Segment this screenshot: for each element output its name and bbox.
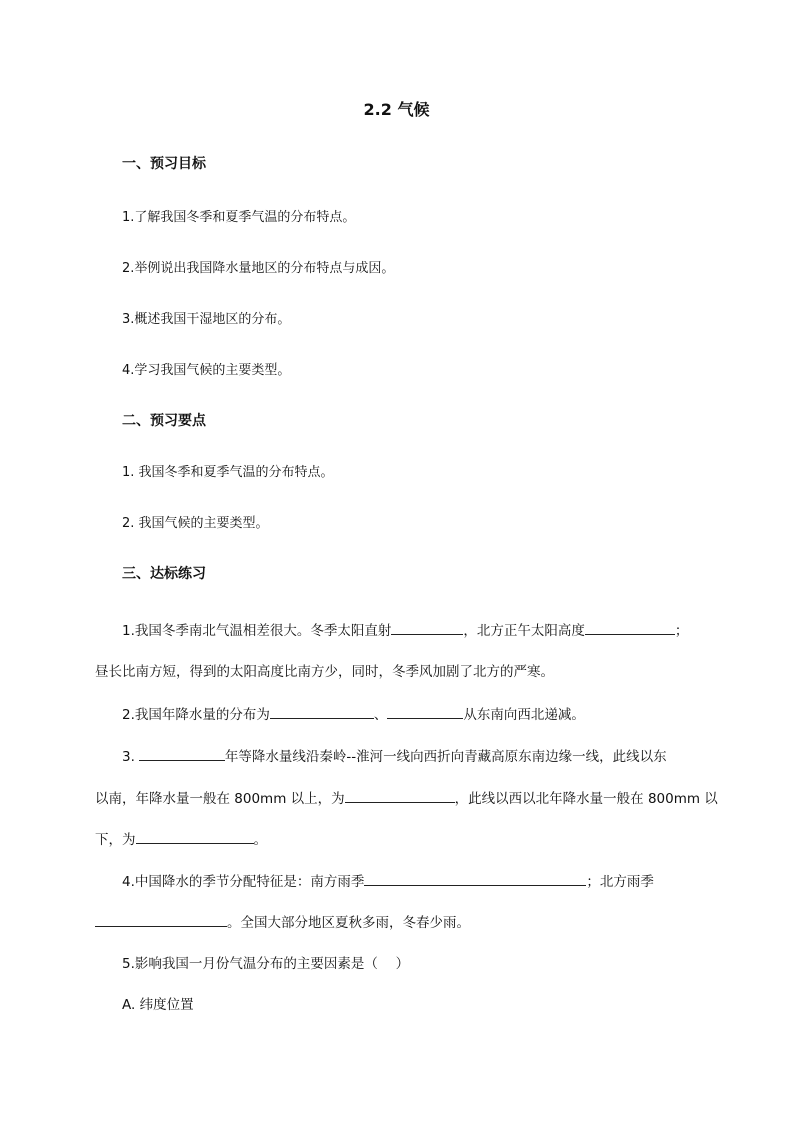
question-3-line-3	[95, 829, 267, 850]
question-4-line-1	[122, 871, 654, 892]
answer-blank-4b[interactable]	[95, 912, 227, 927]
section-heading-points: 二、预习要点	[122, 413, 206, 429]
question-3-text-b: 年等降水量线沿秦岭--淮河一线向西折向青藏高原东南边缘一线，此线以东	[224, 749, 667, 765]
question-2-text-b: 、	[373, 707, 388, 723]
question-3-line-1	[122, 746, 667, 767]
question-2-text-a: 2.我国年降水量的分布为	[122, 707, 270, 723]
answer-blank-3c[interactable]	[136, 829, 254, 844]
answer-blank-1a[interactable]	[391, 620, 463, 635]
question-4-text-line2: 。全国大部分地区夏秋多雨，冬春少雨。	[227, 915, 470, 931]
question-1-text-b: ，北方正午太阳高度	[463, 623, 585, 639]
answer-blank-2a[interactable]	[270, 704, 374, 719]
page-title: 2.2 气候	[363, 100, 430, 119]
question-1-line-1	[122, 620, 688, 641]
question-4-line-2	[95, 912, 470, 933]
section-heading-exercises: 三、达标练习	[122, 566, 206, 582]
question-2-text-c: 从东南向西北递减。	[463, 707, 585, 723]
question-1-text-a: 1.我国冬季南北气温相差很大。冬季太阳直射	[122, 623, 392, 639]
goal-item-2: 2.举例说出我国降水量地区的分布特点与成因。	[122, 261, 395, 276]
section-heading-goals: 一、预习目标	[122, 156, 206, 172]
answer-blank-3a[interactable]	[139, 746, 225, 761]
question-3-text-line3a: 下，为	[95, 832, 136, 848]
answer-blank-3b[interactable]	[345, 788, 455, 803]
question-3-line-2	[95, 788, 718, 809]
question-5-option-a[interactable]: A. 纬度位置	[122, 997, 194, 1013]
question-1-text-c: ；	[674, 623, 689, 639]
question-5-stem: 5.影响我国一月份气温分布的主要因素是（ ）	[122, 956, 410, 972]
question-2	[122, 704, 585, 725]
answer-blank-2b[interactable]	[387, 704, 463, 719]
point-item-2: 2. 我国气候的主要类型。	[122, 516, 269, 531]
question-1-line-2: 昼长比南方短，得到的太阳高度比南方少，同时，冬季风加剧了北方的严寒。	[95, 664, 554, 680]
goal-item-3: 3.概述我国干湿地区的分布。	[122, 312, 291, 327]
question-3-text-a: 3.	[122, 749, 135, 765]
answer-blank-1b[interactable]	[585, 620, 675, 635]
question-4-text-a: 4.中国降水的季节分配特征是：南方雨季	[122, 874, 365, 890]
question-4-text-b: ；北方雨季	[586, 874, 654, 890]
question-3-text-line2b: ，此线以西以北年降水量一般在 800mm 以	[454, 791, 718, 807]
goal-item-4: 4.学习我国气候的主要类型。	[122, 363, 291, 378]
goal-item-1: 1.了解我国冬季和夏季气温的分布特点。	[122, 210, 356, 225]
question-3-text-line3b: 。	[253, 832, 267, 848]
answer-blank-4a[interactable]	[364, 871, 586, 886]
question-3-text-line2a: 以南，年降水量一般在 800mm 以上，为	[95, 791, 345, 807]
point-item-1: 1. 我国冬季和夏季气温的分布特点。	[122, 465, 334, 480]
